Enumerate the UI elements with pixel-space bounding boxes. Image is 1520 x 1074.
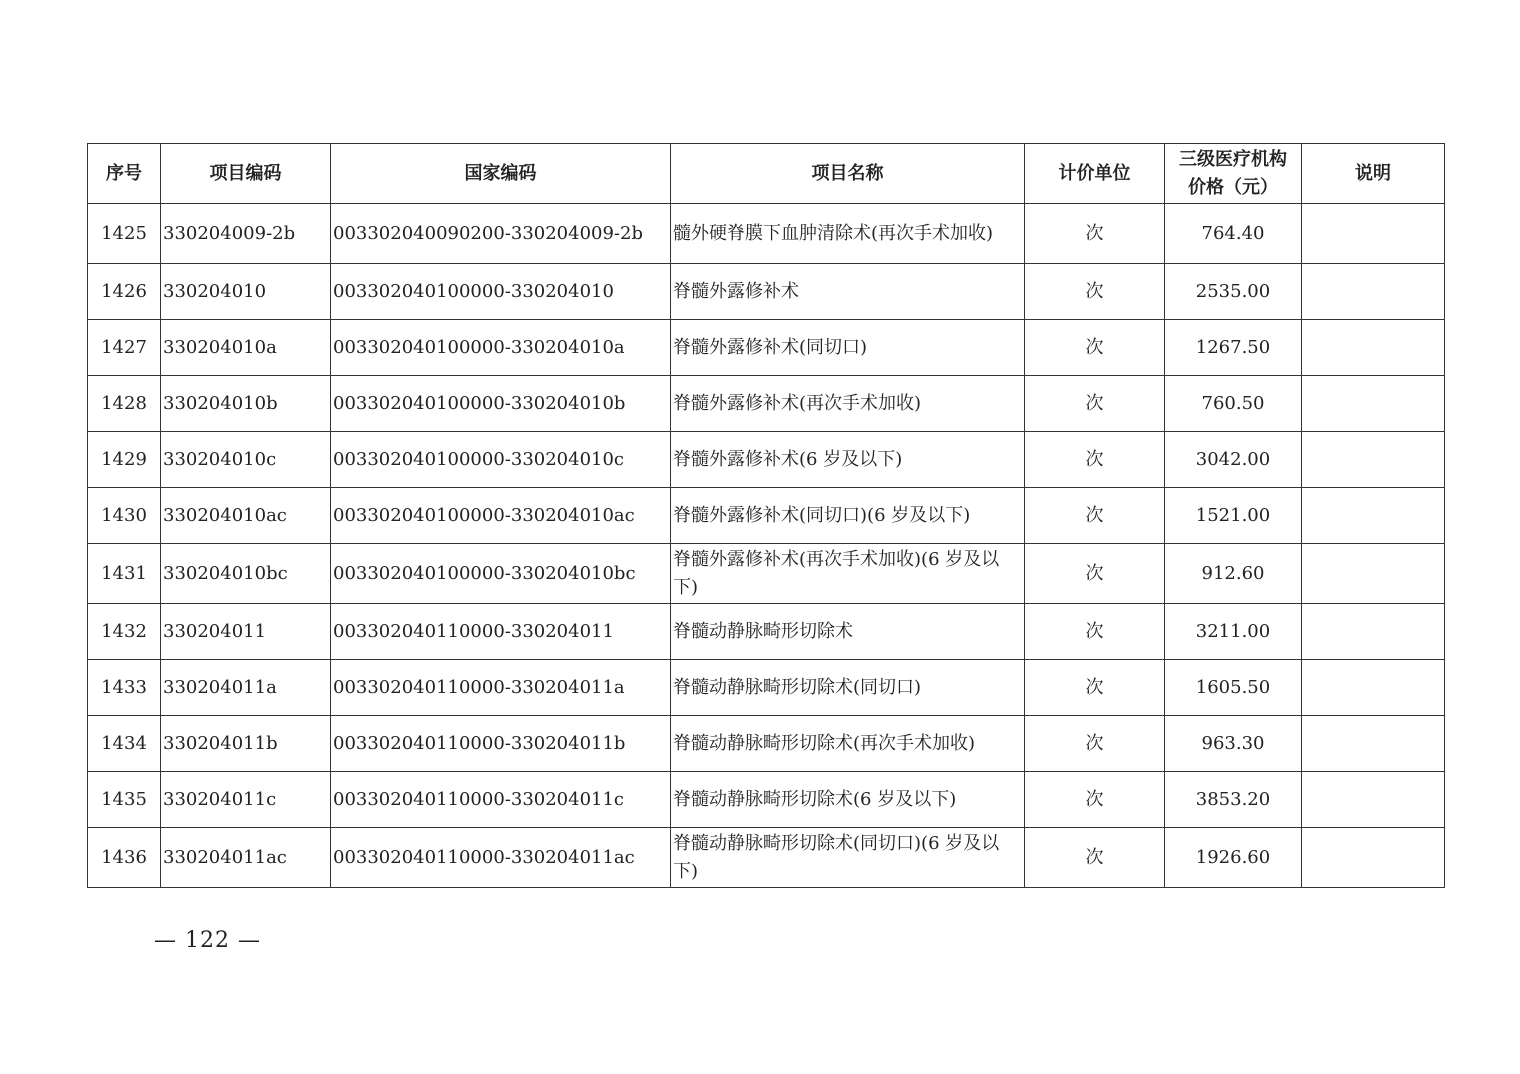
cell-price: 760.50 xyxy=(1165,376,1302,432)
cell-seq: 1429 xyxy=(88,432,161,488)
table-row xyxy=(88,544,1445,604)
cell-national-code: 003302040100000-330204010 xyxy=(331,264,671,320)
cell-item-code: 330204010b xyxy=(161,376,331,432)
cell-seq: 1425 xyxy=(88,204,161,264)
cell-item-code: 330204010c xyxy=(161,432,331,488)
cell-note xyxy=(1302,488,1445,544)
table-row xyxy=(88,320,1445,376)
table-row xyxy=(88,264,1445,320)
cell-unit: 次 xyxy=(1025,716,1165,772)
header-national-code: 国家编码 xyxy=(331,144,671,204)
cell-item-name: 脊髓外露修补术(同切口)(6 岁及以下) xyxy=(671,488,1025,544)
page-number: — 122 — xyxy=(154,928,261,953)
cell-item-name: 脊髓外露修补术(同切口) xyxy=(671,320,1025,376)
cell-note xyxy=(1302,544,1445,604)
cell-item-code: 330204011b xyxy=(161,716,331,772)
cell-unit: 次 xyxy=(1025,544,1165,604)
cell-unit: 次 xyxy=(1025,660,1165,716)
cell-item-code: 330204010ac xyxy=(161,488,331,544)
table-row xyxy=(88,204,1445,264)
cell-note xyxy=(1302,376,1445,432)
cell-seq: 1427 xyxy=(88,320,161,376)
cell-national-code: 003302040100000-330204010c xyxy=(331,432,671,488)
cell-note xyxy=(1302,828,1445,888)
table-row xyxy=(88,488,1445,544)
cell-price: 3211.00 xyxy=(1165,604,1302,660)
cell-price: 912.60 xyxy=(1165,544,1302,604)
cell-national-code: 003302040110000-330204011 xyxy=(331,604,671,660)
cell-item-code: 330204010a xyxy=(161,320,331,376)
cell-price: 3042.00 xyxy=(1165,432,1302,488)
cell-item-name: 脊髓外露修补术(6 岁及以下) xyxy=(671,432,1025,488)
cell-note xyxy=(1302,772,1445,828)
cell-price: 963.30 xyxy=(1165,716,1302,772)
header-price-line1: 三级医疗机构 xyxy=(1179,148,1287,170)
cell-note xyxy=(1302,264,1445,320)
cell-item-name: 脊髓外露修补术(再次手术加收) xyxy=(671,376,1025,432)
cell-national-code: 003302040100000-330204010bc xyxy=(331,544,671,604)
cell-seq: 1436 xyxy=(88,828,161,888)
cell-national-code: 003302040110000-330204011c xyxy=(331,772,671,828)
cell-national-code: 003302040090200-330204009-2b xyxy=(331,204,671,264)
cell-seq: 1430 xyxy=(88,488,161,544)
table-row xyxy=(88,716,1445,772)
cell-item-name: 脊髓动静脉畸形切除术(同切口) xyxy=(671,660,1025,716)
cell-price: 764.40 xyxy=(1165,204,1302,264)
cell-item-name: 脊髓动静脉畸形切除术(同切口)(6 岁及以下) xyxy=(671,828,1025,888)
cell-seq: 1431 xyxy=(88,544,161,604)
header-seq: 序号 xyxy=(88,144,161,204)
cell-national-code: 003302040110000-330204011b xyxy=(331,716,671,772)
table-row xyxy=(88,660,1445,716)
cell-note xyxy=(1302,660,1445,716)
cell-unit: 次 xyxy=(1025,432,1165,488)
cell-seq: 1432 xyxy=(88,604,161,660)
table-row xyxy=(88,828,1445,888)
cell-item-code: 330204010bc xyxy=(161,544,331,604)
cell-national-code: 003302040100000-330204010ac xyxy=(331,488,671,544)
cell-unit: 次 xyxy=(1025,604,1165,660)
cell-unit: 次 xyxy=(1025,264,1165,320)
cell-seq: 1433 xyxy=(88,660,161,716)
cell-item-code: 330204011c xyxy=(161,772,331,828)
cell-price: 3853.20 xyxy=(1165,772,1302,828)
cell-seq: 1435 xyxy=(88,772,161,828)
cell-unit: 次 xyxy=(1025,488,1165,544)
cell-unit: 次 xyxy=(1025,320,1165,376)
cell-national-code: 003302040100000-330204010b xyxy=(331,376,671,432)
header-item-name: 项目名称 xyxy=(671,144,1025,204)
header-price xyxy=(1165,144,1302,204)
cell-price: 1521.00 xyxy=(1165,488,1302,544)
cell-item-code: 330204011 xyxy=(161,604,331,660)
cell-seq: 1434 xyxy=(88,716,161,772)
cell-item-name: 髓外硬脊膜下血肿清除术(再次手术加收) xyxy=(671,204,1025,264)
cell-price: 1926.60 xyxy=(1165,828,1302,888)
cell-unit: 次 xyxy=(1025,376,1165,432)
cell-national-code: 003302040110000-330204011a xyxy=(331,660,671,716)
cell-unit: 次 xyxy=(1025,204,1165,264)
cell-note xyxy=(1302,320,1445,376)
table-row xyxy=(88,432,1445,488)
cell-item-name: 脊髓动静脉畸形切除术(再次手术加收) xyxy=(671,716,1025,772)
cell-note xyxy=(1302,716,1445,772)
cell-national-code: 003302040100000-330204010a xyxy=(331,320,671,376)
cell-item-name: 脊髓动静脉畸形切除术 xyxy=(671,604,1025,660)
header-price-line2: 价格（元） xyxy=(1188,176,1278,198)
cell-price: 1605.50 xyxy=(1165,660,1302,716)
cell-item-code: 330204009-2b xyxy=(161,204,331,264)
header-item-code: 项目编码 xyxy=(161,144,331,204)
table-header-row xyxy=(88,144,1445,204)
cell-unit: 次 xyxy=(1025,772,1165,828)
cell-item-name: 脊髓外露修补术 xyxy=(671,264,1025,320)
cell-item-code: 330204010 xyxy=(161,264,331,320)
table-row xyxy=(88,604,1445,660)
header-note: 说明 xyxy=(1302,144,1445,204)
cell-national-code: 003302040110000-330204011ac xyxy=(331,828,671,888)
cell-item-name: 脊髓动静脉畸形切除术(6 岁及以下) xyxy=(671,772,1025,828)
table-row xyxy=(88,376,1445,432)
cell-item-name: 脊髓外露修补术(再次手术加收)(6 岁及以下) xyxy=(671,544,1025,604)
cell-price: 2535.00 xyxy=(1165,264,1302,320)
cell-note xyxy=(1302,432,1445,488)
cell-item-code: 330204011a xyxy=(161,660,331,716)
header-unit: 计价单位 xyxy=(1025,144,1165,204)
cell-seq: 1426 xyxy=(88,264,161,320)
cell-note xyxy=(1302,204,1445,264)
table-row xyxy=(88,772,1445,828)
price-table xyxy=(87,143,1445,888)
cell-seq: 1428 xyxy=(88,376,161,432)
cell-item-code: 330204011ac xyxy=(161,828,331,888)
cell-note xyxy=(1302,604,1445,660)
cell-unit: 次 xyxy=(1025,828,1165,888)
cell-price: 1267.50 xyxy=(1165,320,1302,376)
